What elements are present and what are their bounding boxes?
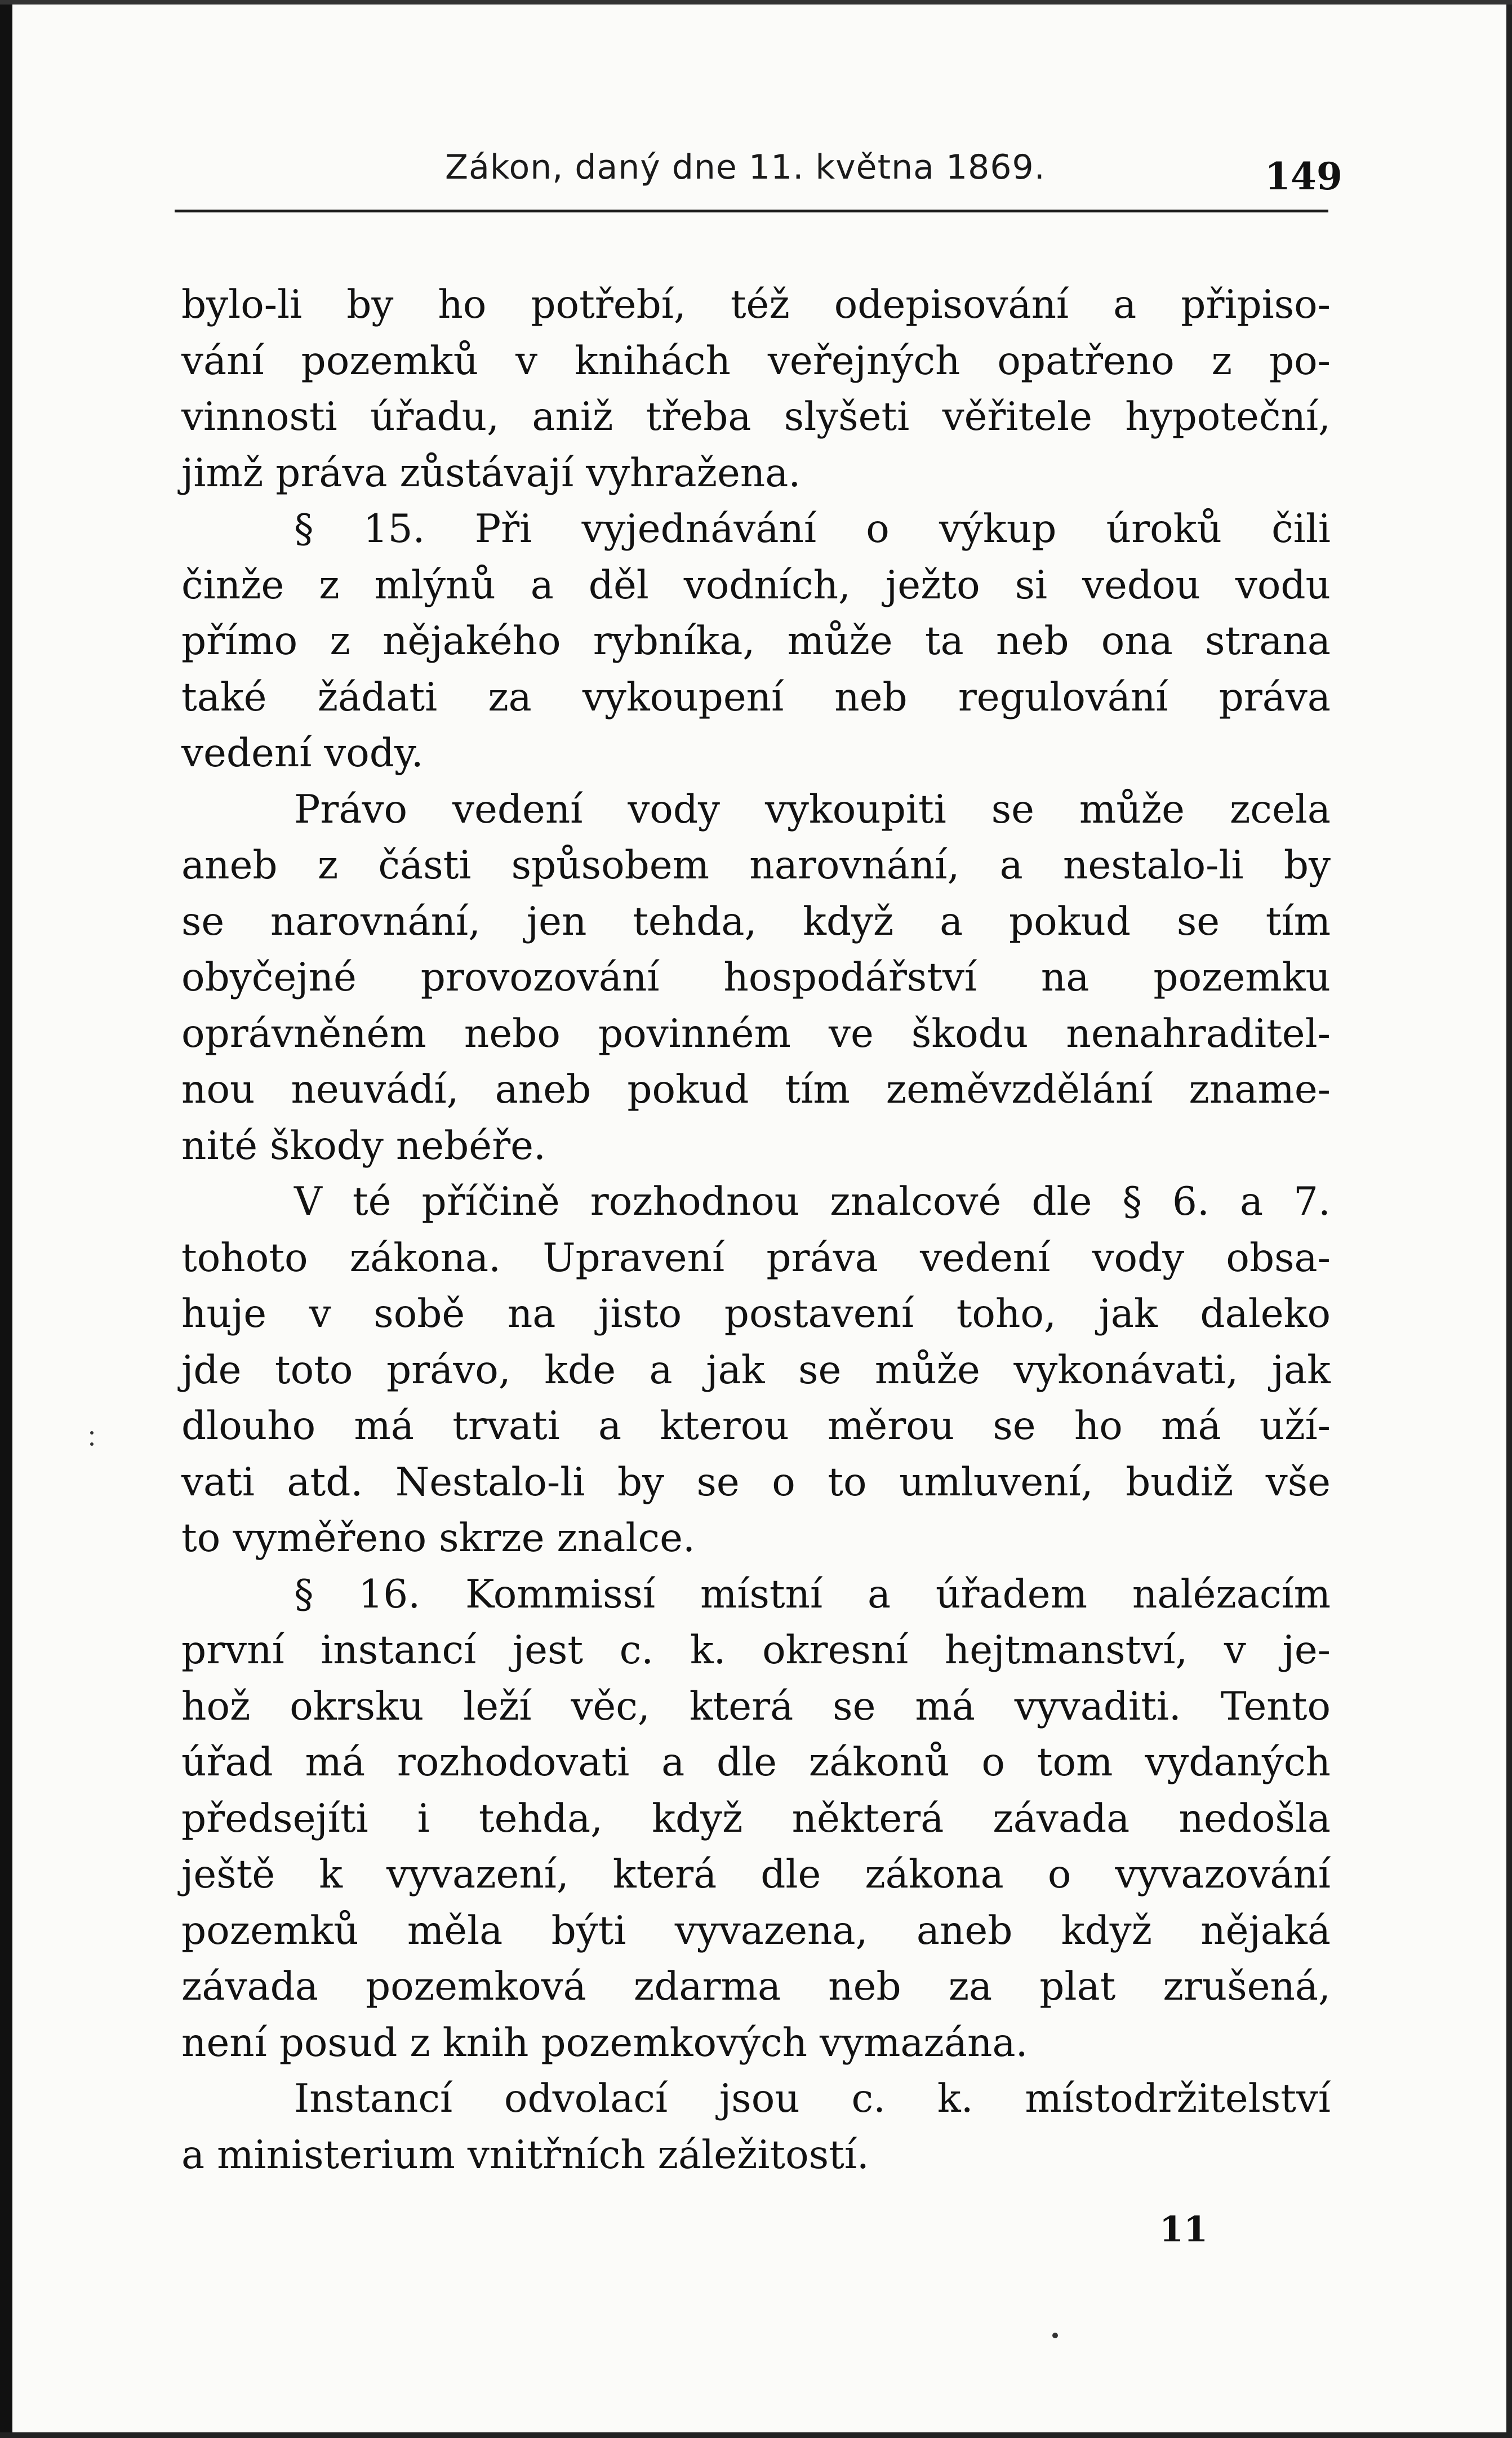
text-line: nité škody nebéře.	[181, 1123, 546, 1169]
text-line: hož okrsku leží věc, která se má vyvaditi. Tento	[181, 1684, 1331, 1729]
paragraph-start-line: Právo vedení vody vykoupiti se může zcela	[294, 787, 1331, 832]
section-16-heading-line: § 16. Kommissí místní a úřadem nalézacím	[294, 1571, 1331, 1617]
text-line: nou neuvádí, aneb pokud tím zeměvzdělání zname-	[181, 1067, 1331, 1112]
text-line: to vyměřeno skrze znalce.	[181, 1516, 695, 1561]
text-line: tohoto zákona. Upravení práva vedení vody obsa-	[181, 1235, 1331, 1281]
page-number: 149	[1265, 154, 1342, 198]
text-line: vinnosti úřadu, aniž třeba slyšeti věřitele hypoteční,	[181, 394, 1331, 439]
scan-edge-bottom	[0, 2432, 1512, 2438]
scan-edge-left	[0, 0, 12, 2438]
text-line: předsejíti i tehda, když některá závada nedošla	[181, 1796, 1331, 1841]
text-line: pozemků měla býti vyvazena, aneb když nějaká	[181, 1908, 1331, 1953]
text-line: jimž práva zůstávají vyhražena.	[181, 450, 801, 496]
text-line: se narovnání, jen tehda, když a pokud se tím	[181, 899, 1331, 944]
text-line: činže z mlýnů a děl vodních, ježto si vedou vodu	[181, 562, 1331, 608]
text-line: obyčejné provozování hospodářství na pozemku	[181, 955, 1331, 1000]
text-line: jde toto právo, kde a jak se může vykonávati, jak	[181, 1347, 1331, 1393]
paragraph-start-line: V té příčině rozhodnou znalcové dle § 6. a 7.	[294, 1179, 1331, 1224]
text-line: vání pozemků v knihách veřejných opatřeno z po-	[181, 338, 1331, 384]
section-15-heading-line: § 15. Při vyjednávání o výkup úroků čili	[294, 507, 1331, 552]
text-line: první instancí jest c. k. okresní hejtmanství, v je-	[181, 1628, 1331, 1673]
text-line: vedení vody.	[181, 731, 424, 776]
text-line: také žádati za vykoupení neb regulování práva	[181, 674, 1331, 720]
text-line: není posud z knih pozemkových vymazána.	[181, 2020, 1028, 2066]
scan-speck	[90, 1431, 94, 1435]
text-line: závada pozemková zdarma neb za plat zrušená,	[181, 1964, 1331, 2009]
scan-edge-top	[0, 0, 1512, 5]
text-line: ještě k vyvazení, která dle zákona o vyvazování	[181, 1852, 1331, 1897]
paragraph-start-line: Instancí odvolací jsou c. k. místodržitelství	[294, 2076, 1331, 2121]
text-line: úřad má rozhodovati a dle zákonů o tom vydaných	[181, 1740, 1331, 1785]
body-text	[181, 277, 1331, 2183]
text-line: bylo-li by ho potřebí, též odepisování a připiso-	[181, 282, 1331, 327]
text-line: huje v sobě na jisto postavení toho, jak daleko	[181, 1291, 1331, 1336]
running-title: Zákon, daný dne 11. května 1869.	[445, 148, 1046, 187]
scan-speck	[90, 1442, 94, 1446]
text-line: aneb z části spůsobem narovnání, a nestalo-li by	[181, 843, 1331, 888]
text-line: dlouho má trvati a kterou měrou se ho má uží-	[181, 1404, 1331, 1449]
text-line: oprávněném nebo povinném ve škodu nenahraditel-	[181, 1011, 1331, 1056]
scan-speck	[1052, 2333, 1058, 2338]
text-line: a ministerium vnitřních záležitostí.	[181, 2132, 869, 2178]
text-line: přímo z nějakého rybníka, může ta neb ona strana	[181, 619, 1331, 664]
signature-mark: 11	[1159, 2209, 1208, 2250]
text-line: vati atd. Nestalo-li by se o to umluvení, budiž vše	[181, 1459, 1331, 1505]
scan-edge-right	[1506, 0, 1512, 2438]
header-rule	[175, 210, 1328, 212]
